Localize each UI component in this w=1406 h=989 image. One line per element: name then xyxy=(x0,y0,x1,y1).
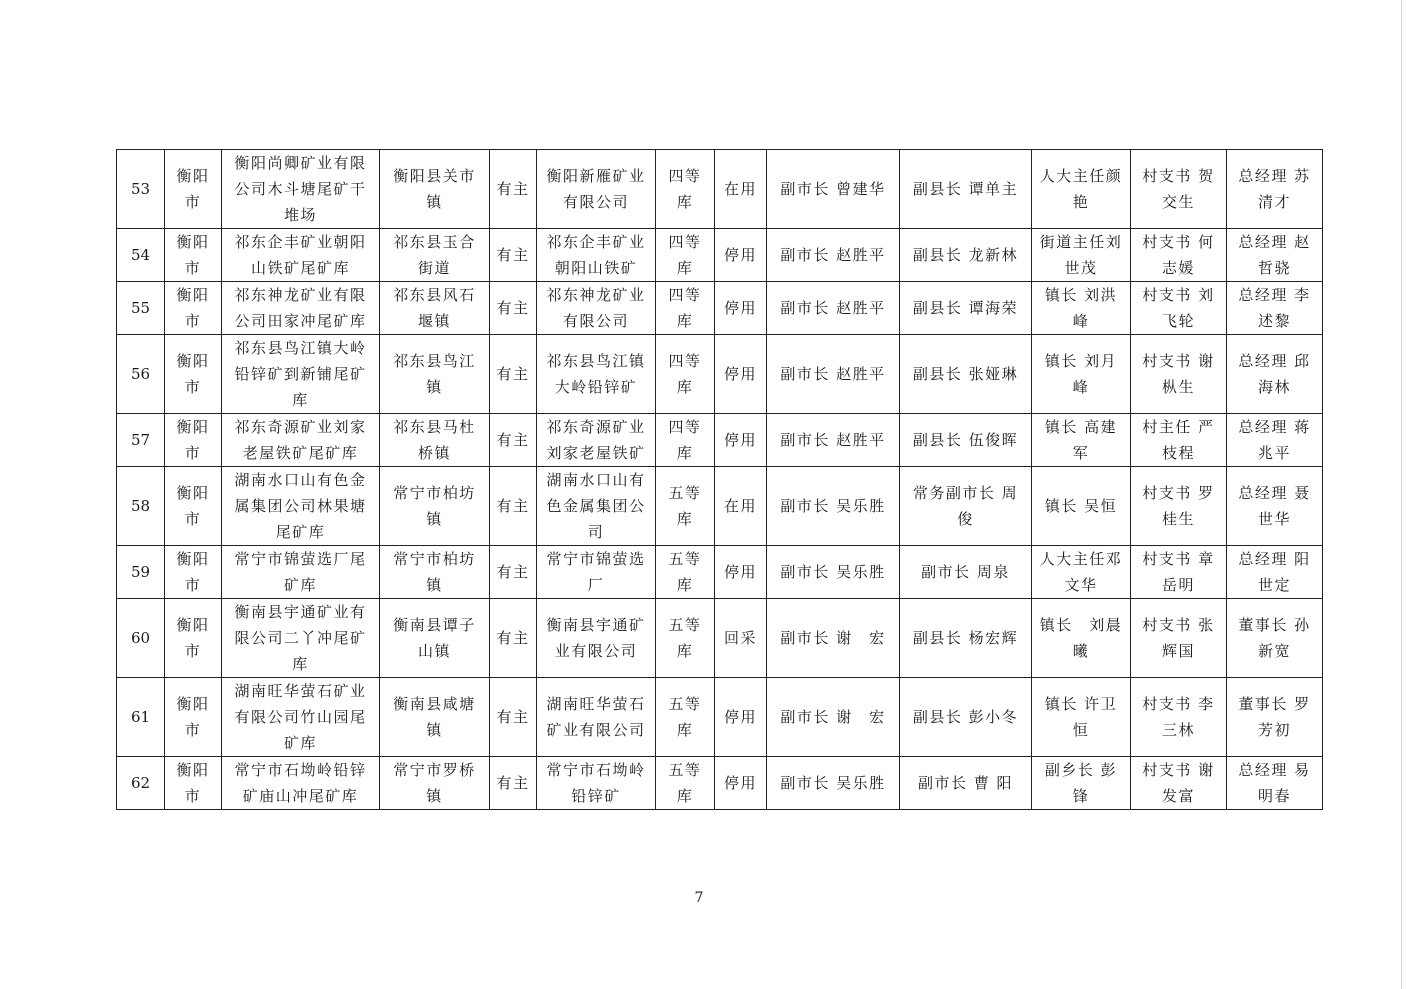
tailings-pond-table xyxy=(116,149,1323,810)
cell-town-leader: 镇长 刘晨曦 xyxy=(1032,599,1131,678)
cell-status: 停用 xyxy=(715,282,767,335)
cell-no: 54 xyxy=(117,229,165,282)
cell-name: 祁东企丰矿业朝阳山铁矿尾矿库 xyxy=(222,229,380,282)
cell-city-leader: 副市长 曾建华 xyxy=(767,150,900,229)
cell-city-leader: 副市长 赵胜平 xyxy=(767,414,900,467)
cell-company: 祁东县鸟江镇大岭铅锌矿 xyxy=(537,335,656,414)
cell-company: 祁东奇源矿业刘家老屋铁矿 xyxy=(537,414,656,467)
table-row xyxy=(117,757,1323,810)
cell-owner: 有主 xyxy=(490,678,537,757)
cell-county-leader: 副县长 杨宏辉 xyxy=(900,599,1032,678)
cell-status: 停用 xyxy=(715,678,767,757)
cell-status: 停用 xyxy=(715,757,767,810)
cell-no: 60 xyxy=(117,599,165,678)
cell-company-leader: 总经理 阳世定 xyxy=(1227,546,1323,599)
page-edge-line xyxy=(1401,0,1402,989)
cell-village-leader: 村支书 谢发富 xyxy=(1131,757,1227,810)
cell-no: 61 xyxy=(117,678,165,757)
cell-county-leader: 常务副市长 周俊 xyxy=(900,467,1032,546)
cell-city: 衡阳市 xyxy=(165,757,222,810)
cell-town-leader: 镇长 吴恒 xyxy=(1032,467,1131,546)
cell-owner: 有主 xyxy=(490,546,537,599)
table-row xyxy=(117,599,1323,678)
cell-grade: 五等库 xyxy=(656,467,715,546)
cell-company-leader: 总经理 赵哲骁 xyxy=(1227,229,1323,282)
cell-city: 衡阳市 xyxy=(165,678,222,757)
page-number: 7 xyxy=(694,890,704,906)
cell-city-leader: 副市长 谢 宏 xyxy=(767,599,900,678)
cell-no: 59 xyxy=(117,546,165,599)
cell-grade: 五等库 xyxy=(656,546,715,599)
cell-grade: 四等库 xyxy=(656,414,715,467)
cell-no: 53 xyxy=(117,150,165,229)
cell-county-leader: 副市长 曹 阳 xyxy=(900,757,1032,810)
cell-grade: 五等库 xyxy=(656,599,715,678)
cell-town-leader: 镇长 刘月峰 xyxy=(1032,335,1131,414)
cell-name: 湖南旺华萤石矿业有限公司竹山园尾矿库 xyxy=(222,678,380,757)
cell-village-leader: 村支书 罗桂生 xyxy=(1131,467,1227,546)
cell-village-leader: 村支书 张辉国 xyxy=(1131,599,1227,678)
cell-town-leader: 街道主任刘世茂 xyxy=(1032,229,1131,282)
cell-name: 祁东神龙矿业有限公司田家冲尾矿库 xyxy=(222,282,380,335)
cell-county-leader: 副县长 龙新林 xyxy=(900,229,1032,282)
cell-county-leader: 副市长 周泉 xyxy=(900,546,1032,599)
cell-no: 56 xyxy=(117,335,165,414)
table-row xyxy=(117,229,1323,282)
cell-owner: 有主 xyxy=(490,150,537,229)
cell-no: 57 xyxy=(117,414,165,467)
cell-owner: 有主 xyxy=(490,599,537,678)
table-row xyxy=(117,467,1323,546)
cell-grade: 四等库 xyxy=(656,282,715,335)
cell-status: 停用 xyxy=(715,546,767,599)
cell-owner: 有主 xyxy=(490,229,537,282)
cell-company: 湖南旺华萤石矿业有限公司 xyxy=(537,678,656,757)
cell-county-leader: 副县长 谭海荣 xyxy=(900,282,1032,335)
cell-company: 祁东企丰矿业朝阳山铁矿 xyxy=(537,229,656,282)
cell-name: 衡南县宇通矿业有限公司二丫冲尾矿库 xyxy=(222,599,380,678)
cell-city-leader: 副市长 吴乐胜 xyxy=(767,467,900,546)
cell-owner: 有主 xyxy=(490,757,537,810)
cell-county-leader: 副县长 谭单主 xyxy=(900,150,1032,229)
cell-town-leader: 镇长 许卫恒 xyxy=(1032,678,1131,757)
cell-town-leader: 人大主任颜艳 xyxy=(1032,150,1131,229)
cell-town-leader: 人大主任邓文华 xyxy=(1032,546,1131,599)
cell-owner: 有主 xyxy=(490,467,537,546)
cell-name: 常宁市锦萤选厂尾矿库 xyxy=(222,546,380,599)
cell-location: 常宁市柏坊镇 xyxy=(380,467,490,546)
cell-village-leader: 村支书 贺交生 xyxy=(1131,150,1227,229)
cell-company: 衡阳新雁矿业有限公司 xyxy=(537,150,656,229)
cell-grade: 四等库 xyxy=(656,229,715,282)
cell-city: 衡阳市 xyxy=(165,546,222,599)
cell-city: 衡阳市 xyxy=(165,335,222,414)
cell-location: 祁东县风石堰镇 xyxy=(380,282,490,335)
cell-company-leader: 董事长 罗芳初 xyxy=(1227,678,1323,757)
cell-location: 常宁市罗桥镇 xyxy=(380,757,490,810)
table-row xyxy=(117,678,1323,757)
cell-city-leader: 副市长 吴乐胜 xyxy=(767,546,900,599)
cell-name: 祁东奇源矿业刘家老屋铁矿尾矿库 xyxy=(222,414,380,467)
cell-company: 衡南县宇通矿业有限公司 xyxy=(537,599,656,678)
cell-county-leader: 副县长 彭小冬 xyxy=(900,678,1032,757)
cell-company-leader: 总经理 苏清才 xyxy=(1227,150,1323,229)
cell-grade: 五等库 xyxy=(656,757,715,810)
cell-name: 常宁市石坳岭铅锌矿庙山冲尾矿库 xyxy=(222,757,380,810)
cell-village-leader: 村支书 李三林 xyxy=(1131,678,1227,757)
table-row xyxy=(117,335,1323,414)
cell-name: 祁东县鸟江镇大岭铅锌矿到新铺尾矿库 xyxy=(222,335,380,414)
cell-town-leader: 副乡长 彭锋 xyxy=(1032,757,1131,810)
cell-status: 停用 xyxy=(715,335,767,414)
cell-no: 58 xyxy=(117,467,165,546)
cell-city: 衡阳市 xyxy=(165,599,222,678)
table-row xyxy=(117,414,1323,467)
cell-county-leader: 副县长 张娅琳 xyxy=(900,335,1032,414)
cell-location: 衡阳县关市镇 xyxy=(380,150,490,229)
cell-company: 祁东神龙矿业有限公司 xyxy=(537,282,656,335)
cell-city-leader: 副市长 赵胜平 xyxy=(767,229,900,282)
cell-city: 衡阳市 xyxy=(165,150,222,229)
cell-company-leader: 董事长 孙新宽 xyxy=(1227,599,1323,678)
cell-owner: 有主 xyxy=(490,282,537,335)
cell-village-leader: 村支书 何志媛 xyxy=(1131,229,1227,282)
cell-no: 62 xyxy=(117,757,165,810)
cell-city: 衡阳市 xyxy=(165,467,222,546)
cell-city: 衡阳市 xyxy=(165,229,222,282)
cell-owner: 有主 xyxy=(490,335,537,414)
cell-town-leader: 镇长 刘洪峰 xyxy=(1032,282,1131,335)
cell-grade: 五等库 xyxy=(656,678,715,757)
cell-status: 回采 xyxy=(715,599,767,678)
cell-company-leader: 总经理 聂世华 xyxy=(1227,467,1323,546)
cell-village-leader: 村主任 严枝程 xyxy=(1131,414,1227,467)
cell-no: 55 xyxy=(117,282,165,335)
cell-status: 在用 xyxy=(715,150,767,229)
cell-grade: 四等库 xyxy=(656,335,715,414)
cell-location: 祁东县马杜桥镇 xyxy=(380,414,490,467)
cell-location: 祁东县玉合街道 xyxy=(380,229,490,282)
cell-company: 常宁市锦萤选厂 xyxy=(537,546,656,599)
table-body xyxy=(117,150,1323,810)
cell-status: 停用 xyxy=(715,414,767,467)
table-row xyxy=(117,150,1323,229)
cell-owner: 有主 xyxy=(490,414,537,467)
cell-city-leader: 副市长 谢 宏 xyxy=(767,678,900,757)
cell-village-leader: 村支书 章岳明 xyxy=(1131,546,1227,599)
cell-company: 常宁市石坳岭铅锌矿 xyxy=(537,757,656,810)
cell-company: 湖南水口山有色金属集团公司 xyxy=(537,467,656,546)
cell-location: 衡南县谭子山镇 xyxy=(380,599,490,678)
cell-city-leader: 副市长 赵胜平 xyxy=(767,335,900,414)
cell-location: 衡南县咸塘镇 xyxy=(380,678,490,757)
cell-city-leader: 副市长 吴乐胜 xyxy=(767,757,900,810)
cell-city: 衡阳市 xyxy=(165,414,222,467)
cell-village-leader: 村支书 刘飞轮 xyxy=(1131,282,1227,335)
cell-location: 祁东县鸟江镇 xyxy=(380,335,490,414)
table-row xyxy=(117,546,1323,599)
cell-location: 常宁市柏坊镇 xyxy=(380,546,490,599)
cell-county-leader: 副县长 伍俊晖 xyxy=(900,414,1032,467)
cell-name: 衡阳尚卿矿业有限公司木斗塘尾矿干堆场 xyxy=(222,150,380,229)
cell-city-leader: 副市长 赵胜平 xyxy=(767,282,900,335)
cell-status: 在用 xyxy=(715,467,767,546)
cell-company-leader: 总经理 邱海林 xyxy=(1227,335,1323,414)
cell-grade: 四等库 xyxy=(656,150,715,229)
cell-town-leader: 镇长 高建军 xyxy=(1032,414,1131,467)
cell-village-leader: 村支书 谢枞生 xyxy=(1131,335,1227,414)
cell-city: 衡阳市 xyxy=(165,282,222,335)
cell-company-leader: 总经理 蒋兆平 xyxy=(1227,414,1323,467)
table-row xyxy=(117,282,1323,335)
cell-company-leader: 总经理 易明春 xyxy=(1227,757,1323,810)
cell-name: 湖南水口山有色金属集团公司林果塘尾矿库 xyxy=(222,467,380,546)
cell-company-leader: 总经理 李述黎 xyxy=(1227,282,1323,335)
cell-status: 停用 xyxy=(715,229,767,282)
